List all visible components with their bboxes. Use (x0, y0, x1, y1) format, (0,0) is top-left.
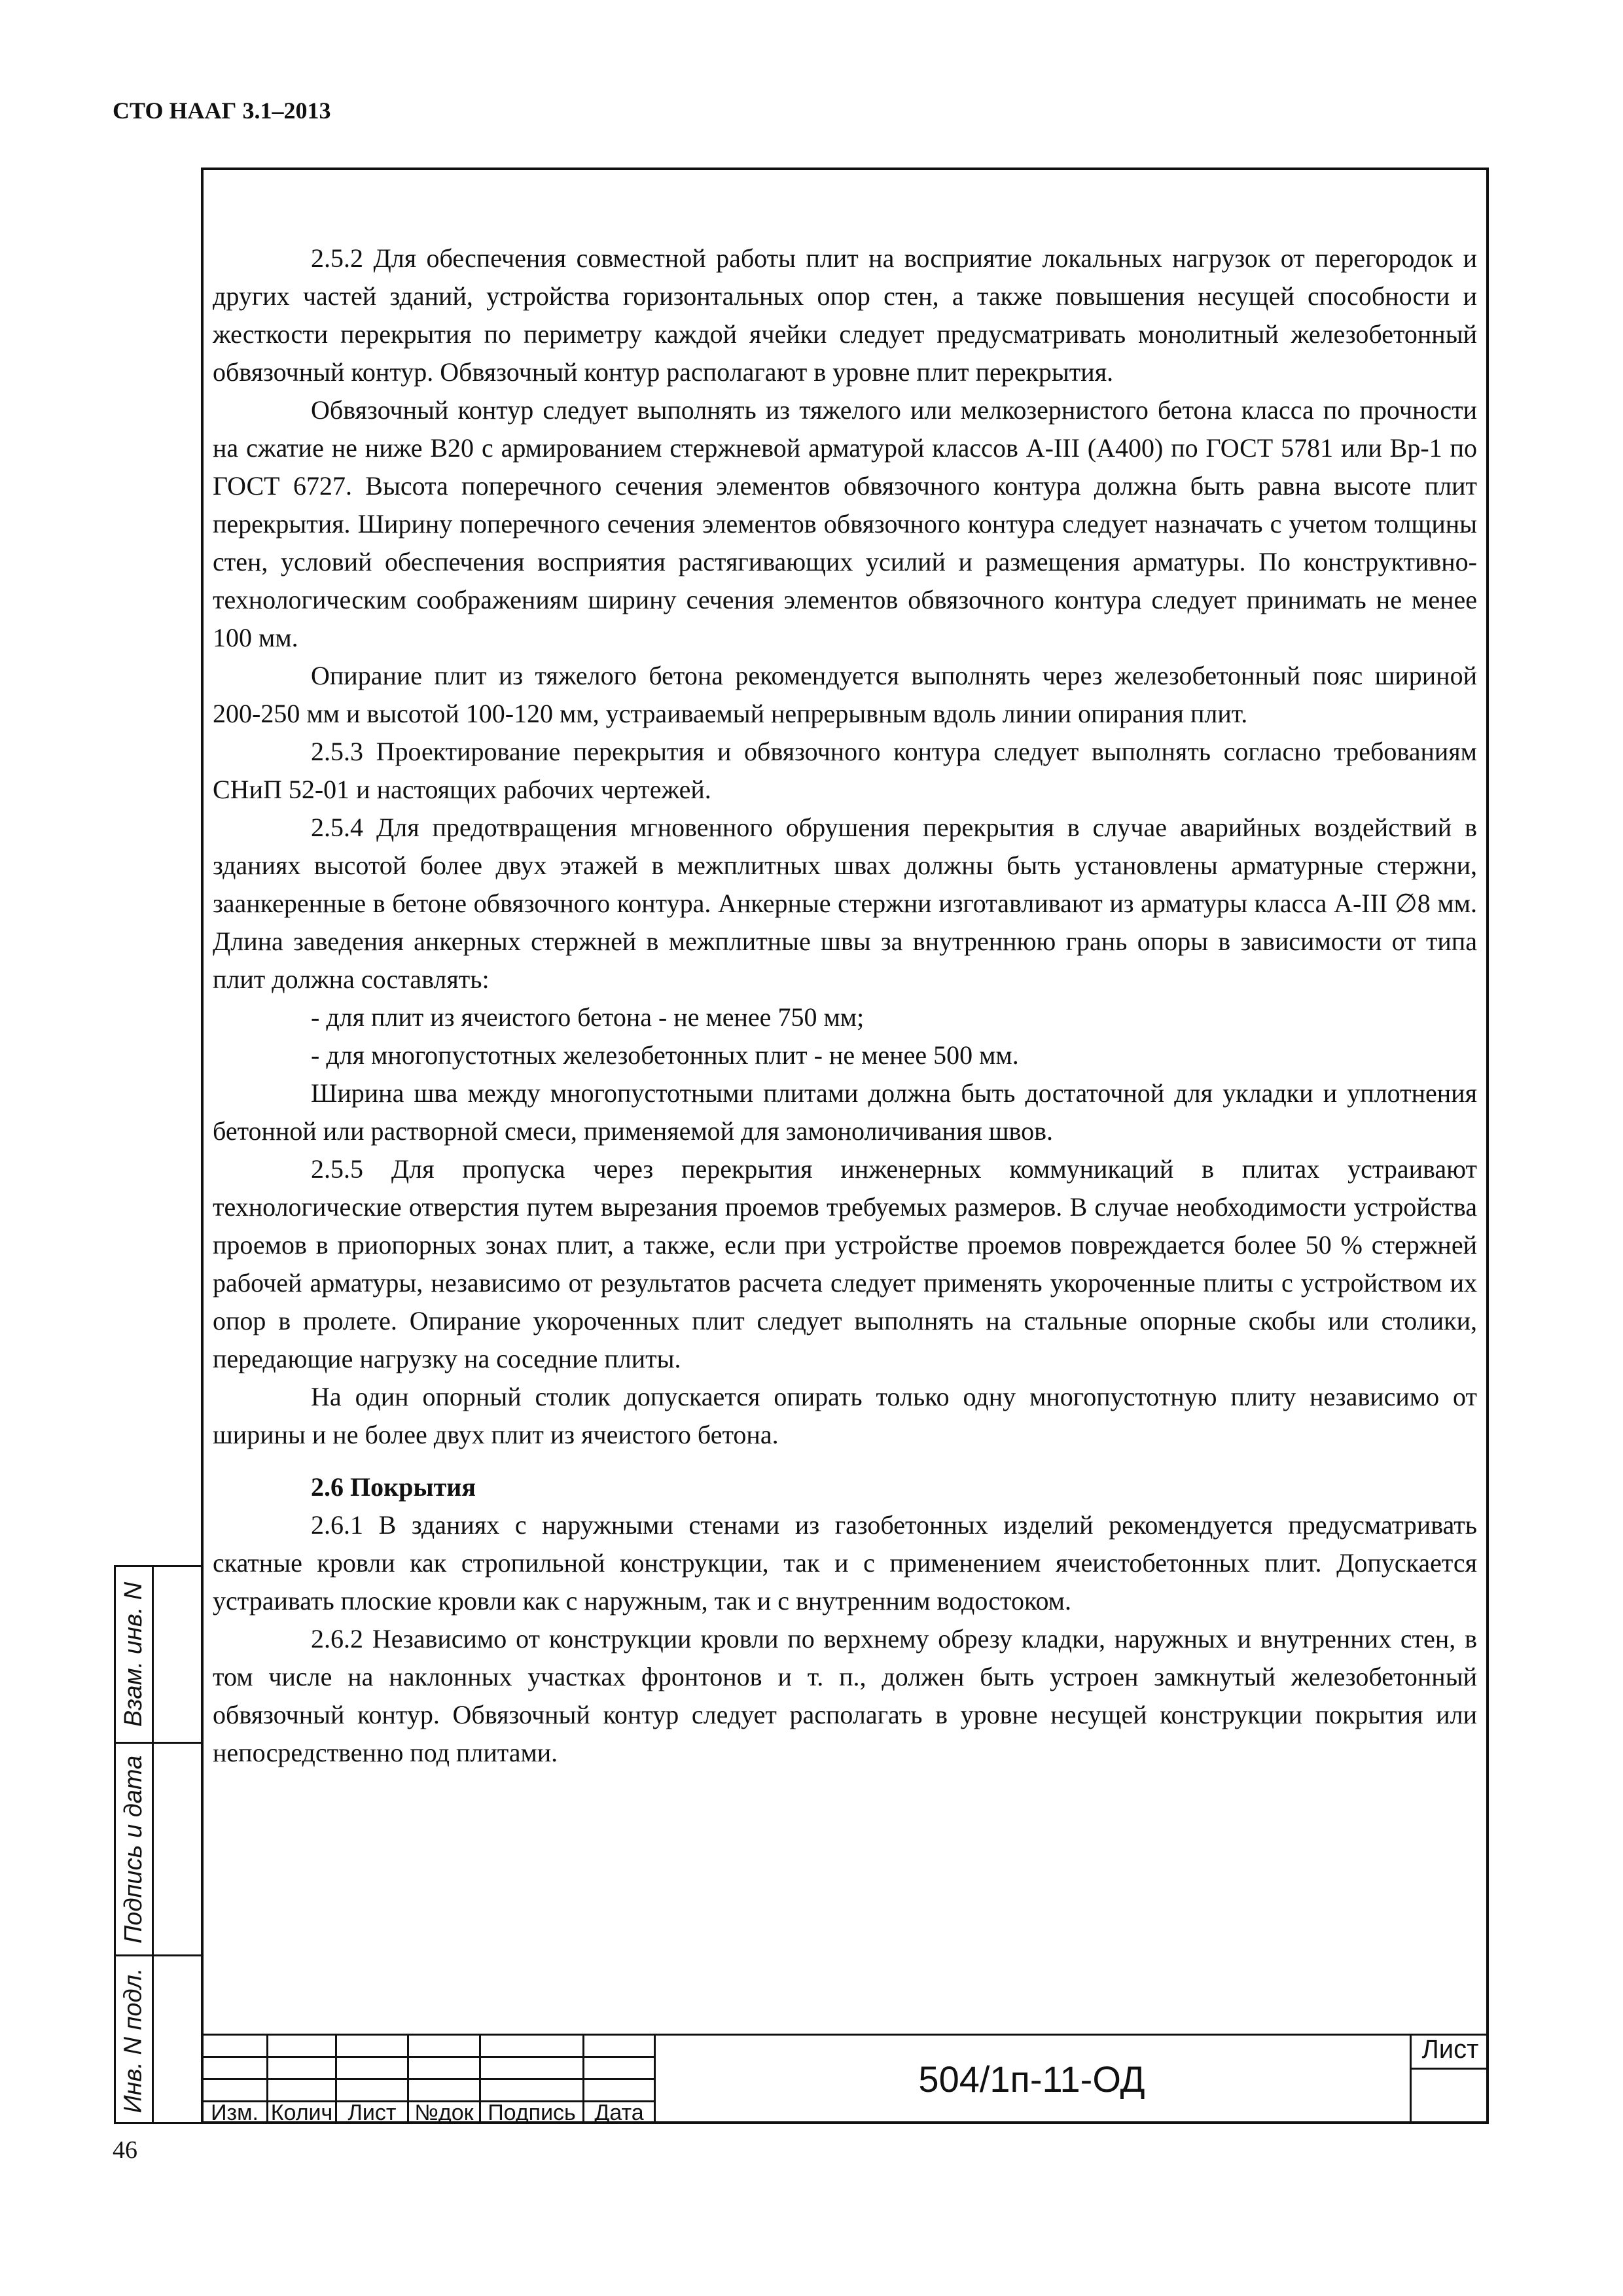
paragraph: Обвязочный контур следует выполнять из тяжелого или мелкозернистого бетона класса по прочности на сжатие не ниже В20 с армированием стержневой арматурой классов А-III (А400) по ГОСТ 5781 или Вр-1 по ГОСТ 6727. Высота поперечного сечения элементов обвязочного контура должна быть равна высоте плит перекрытия. Ширину поперечного сечения элементов обвязочного контура следует назначать с учетом толщины стен, условий обеспечения восприятия растягивающих усилий и размещения арматуры. По конструктивно-технологическим соображениям ширину сечения элементов обвязочного контура следует принимать не менее 100 мм. (213, 395, 1477, 652)
paragraph: 2.5.4 Для предотвращения мгновенного обрушения перекрытия в случае аварийных воздействий в зданиях высотой более двух этажей в межплитных швах должны быть установлены арматурные стержни, заанкеренные в бетоне обвязочного контура. Анкерные стержни изготавливают из арматуры класса А-III ∅8 мм. Длина заведения анкерных стержней в межплитные швы за внутреннюю грань опоры в зависимости от типа плит должна составлять: (213, 813, 1477, 994)
column-ndok: №док (414, 2102, 474, 2124)
paragraph: 2.5.5 Для пропуска через перекрытия инженерных коммуникаций в плитах устраивают технологические отверстия путем вырезания проемов требуемых размеров. В случае необходимости устройства проемов в приопорных зонах плит, а также, если при устройстве проемов повреждается более 50 % стержней рабочей арматуры, независимо от результатов расчета следует применять укороченные плиты с устройством их опор в пролете. Опирание укороченных плит следует выполнять на стальные опорные скобы или столики, передающие нагрузку на соседние плиты. (213, 1154, 1477, 1373)
column-data: Дата (594, 2102, 644, 2124)
column-podpis: Подпись (488, 2102, 576, 2124)
paragraph: Ширина шва между многопустотными плитами должна быть достаточной для укладки и уплотнения бетонной или растворной смеси, применяемой для замоноличивания швов. (213, 1078, 1477, 1146)
title-block (201, 2034, 1489, 2124)
side-stamp (114, 1565, 201, 2124)
paragraph: 2.6.2 Независимо от конструкции кровли по верхнему обрезу кладки, наружных и внутренних стен, в том числе на наклонных участках фронтонов и т. п., должен быть устроен замкнутый железобетонный обвязочный контур. Обвязочный контур следует располагать в уровне несущей конструкции покрытия или непосредственно под плитами. (213, 1624, 1477, 1767)
column-kolich: Колич (270, 2102, 333, 2124)
document-code: 504/1п-11-ОД (918, 2058, 1145, 2100)
title-block-line (1410, 2068, 1489, 2070)
title-block-line (201, 2056, 654, 2058)
list-item: - для многопустотных железобетонных плит - не менее 500 мм. (311, 1040, 1019, 1070)
inv-podl-label: Инв. N подл. (120, 1967, 147, 2113)
podpis-data-label: Подпись и дата (120, 1755, 148, 1943)
paragraph: 2.5.3 Проектирование перекрытия и обвязочного контура следует выполнять согласно требованиям СНиП 52-01 и настоящих рабочих чертежей. (213, 737, 1477, 804)
body-text (213, 239, 1477, 1772)
section-heading: 2.6 Покрытия (311, 1472, 476, 1502)
column-izm: Изм. (211, 2102, 259, 2124)
vzam-inv-label: Взам. инв. N (120, 1581, 148, 1727)
paragraph: Опирание плит из тяжелого бетона рекомендуется выполнять через железобетонный пояс шириной 200-250 мм и высотой 100-120 мм, устраиваемый непрерывным вдоль линии опирания плит. (213, 661, 1477, 728)
paragraph: На один опорный столик допускается опирать только одну многопустотную плиту независимо от ширины и не более двух плит из ячеистого бетона. (213, 1382, 1477, 1449)
paragraph: 2.6.1 В зданиях с наружными стенами из газобетонных изделий рекомендуется предусматривать скатные кровли как стропильной конструкции, так и с применением ячеистобетонных плит. Допускается устраивать плоские кровли как с наружным, так и с внутренним водостоком. (213, 1510, 1477, 1616)
paragraph: 2.5.2 Для обеспечения совместной работы плит на восприятие локальных нагрузок от перегородок и других частей зданий, устройства горизонтальных опор стен, а также повышения несущей способности и жесткости перекрытия по периметру каждой ячейки следует предусматривать монолитный железобетонный обвязочный контур. Обвязочный контур располагают в уровне плит перекрытия. (213, 243, 1477, 387)
page-number: 46 (113, 2136, 137, 2164)
title-block-line (201, 2078, 654, 2080)
sheet-label: Лист (1421, 2035, 1479, 2064)
standard-header: СТО НААГ 3.1–2013 (113, 97, 331, 124)
list-item: - для плит из ячеистого бетона - не менее 750 мм; (311, 1002, 865, 1032)
column-list: Лист (348, 2102, 397, 2124)
